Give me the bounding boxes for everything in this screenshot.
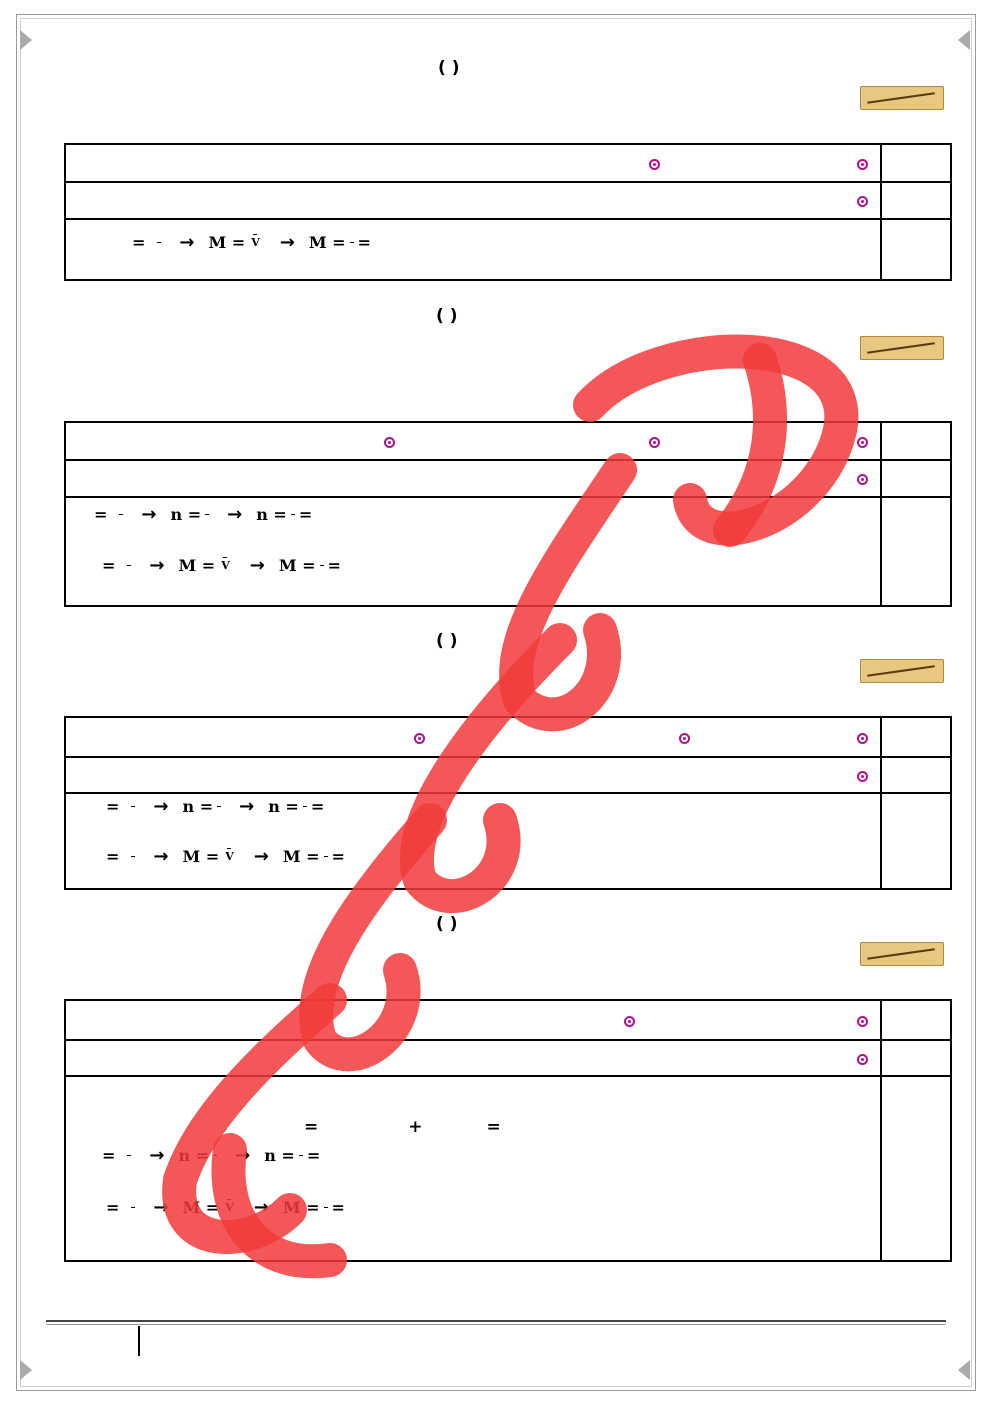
required-label bbox=[880, 1041, 950, 1075]
arrow-icon: → bbox=[249, 555, 265, 576]
word-fraction bbox=[131, 855, 135, 858]
corner-tr-decoration bbox=[958, 30, 970, 50]
given-item bbox=[644, 154, 660, 173]
givens-row bbox=[66, 145, 950, 183]
symbol-fraction bbox=[217, 805, 221, 808]
calc-label bbox=[880, 220, 950, 279]
bullet-icon bbox=[384, 437, 395, 448]
example-3-title: ( ) bbox=[436, 631, 458, 651]
arrow-icon: → bbox=[235, 1145, 251, 1166]
given-item bbox=[644, 432, 660, 451]
bullet-icon bbox=[857, 733, 868, 744]
molar-mass-values: = + = bbox=[304, 1117, 501, 1137]
calc-row bbox=[66, 1077, 950, 1260]
arrow-icon: → bbox=[239, 796, 255, 817]
given-item bbox=[852, 154, 868, 173]
bullet-icon bbox=[857, 474, 868, 485]
given-item bbox=[379, 432, 395, 451]
arrow-icon: → bbox=[149, 555, 165, 576]
givens-row bbox=[66, 423, 950, 461]
bullet-icon bbox=[679, 733, 690, 744]
calc-row bbox=[66, 498, 950, 605]
arrow-icon: → bbox=[253, 1197, 269, 1218]
value-fraction bbox=[291, 513, 295, 516]
value-fraction bbox=[324, 1206, 328, 1209]
symbol-fraction: V bbox=[249, 233, 262, 251]
example-4-table bbox=[64, 999, 952, 1262]
required-item bbox=[852, 191, 868, 210]
given-item bbox=[852, 1011, 868, 1030]
required-item bbox=[852, 766, 868, 785]
calc-label bbox=[880, 1077, 950, 1260]
calc-label bbox=[880, 498, 950, 605]
givens-label bbox=[880, 145, 950, 181]
bullet-icon bbox=[857, 771, 868, 782]
required-row bbox=[66, 183, 950, 220]
arrow-icon: → bbox=[153, 846, 169, 867]
bullet-icon bbox=[857, 1054, 868, 1065]
value-fraction bbox=[299, 1154, 303, 1157]
arrow-icon: → bbox=[153, 1197, 169, 1218]
symbol-fraction: V bbox=[223, 847, 236, 865]
word-fraction bbox=[119, 513, 123, 516]
givens-row bbox=[66, 718, 950, 758]
moles-equation: = → n = → n = = bbox=[102, 1145, 326, 1166]
page-number-divider bbox=[138, 1326, 140, 1356]
bullet-icon bbox=[414, 733, 425, 744]
given-item bbox=[619, 1011, 635, 1030]
corner-bl-decoration bbox=[20, 1360, 32, 1380]
required-row bbox=[66, 758, 950, 794]
calc-row bbox=[66, 794, 950, 888]
example-3-badge-icon bbox=[860, 659, 944, 683]
required-item bbox=[852, 1049, 868, 1068]
example-2-title: ( ) bbox=[436, 306, 458, 326]
value-fraction bbox=[303, 805, 307, 808]
givens-label bbox=[880, 423, 950, 459]
arrow-icon: → bbox=[153, 796, 169, 817]
example-1-badge-icon bbox=[860, 86, 944, 110]
value-fraction bbox=[324, 855, 328, 858]
molarity-equation: = → M = V → M = = bbox=[132, 232, 383, 253]
given-item bbox=[852, 432, 868, 451]
example-2-badge-icon bbox=[860, 336, 944, 360]
word-fraction bbox=[127, 564, 131, 567]
arrow-icon: → bbox=[149, 1145, 165, 1166]
value-fraction bbox=[320, 564, 324, 567]
molarity-equation: = → M = V → M = = bbox=[106, 1197, 351, 1218]
corner-br-decoration bbox=[958, 1360, 970, 1380]
calc-row bbox=[66, 220, 950, 279]
word-fraction bbox=[131, 805, 135, 808]
bullet-icon bbox=[857, 1016, 868, 1027]
givens-row bbox=[66, 1001, 950, 1041]
example-2-table bbox=[64, 421, 952, 607]
required-item bbox=[852, 469, 868, 488]
example-3-table bbox=[64, 716, 952, 890]
example-1-table bbox=[64, 143, 952, 281]
symbol-fraction: V bbox=[219, 556, 232, 574]
footer-line-thin bbox=[46, 1324, 946, 1325]
example-1-title: ( ) bbox=[438, 58, 460, 78]
given-item bbox=[409, 728, 425, 747]
givens-label bbox=[880, 718, 950, 756]
calc-label bbox=[880, 794, 950, 888]
example-4-badge-icon bbox=[860, 942, 944, 966]
word-fraction bbox=[127, 1154, 131, 1157]
molarity-equation: = → M = V → M = = bbox=[102, 555, 347, 576]
arrow-icon: → bbox=[179, 232, 195, 253]
required-row bbox=[66, 1041, 950, 1077]
moles-equation: = → n = → n = = bbox=[94, 504, 318, 525]
word-fraction bbox=[131, 1206, 135, 1209]
bullet-icon bbox=[649, 437, 660, 448]
symbol-fraction bbox=[205, 513, 209, 516]
corner-tl-decoration bbox=[20, 30, 32, 50]
bullet-icon bbox=[649, 159, 660, 170]
header-signature-strip bbox=[40, 22, 952, 56]
required-label bbox=[880, 461, 950, 496]
arrow-icon: → bbox=[253, 846, 269, 867]
given-item bbox=[852, 728, 868, 747]
word-fraction bbox=[157, 241, 161, 244]
arrow-icon: → bbox=[141, 504, 157, 525]
moles-equation: = → n = → n = = bbox=[106, 796, 330, 817]
value-fraction bbox=[350, 241, 354, 244]
footer-line bbox=[46, 1320, 946, 1322]
side-signature-strip bbox=[24, 66, 56, 1306]
bullet-icon bbox=[857, 437, 868, 448]
required-label bbox=[880, 758, 950, 792]
bullet-icon bbox=[624, 1016, 635, 1027]
required-row bbox=[66, 461, 950, 498]
given-item bbox=[674, 728, 690, 747]
example-4-title: ( ) bbox=[436, 914, 458, 934]
bullet-icon bbox=[857, 196, 868, 207]
bullet-icon bbox=[857, 159, 868, 170]
molarity-equation: = → M = V → M = = bbox=[106, 846, 351, 867]
arrow-icon: → bbox=[279, 232, 295, 253]
required-label bbox=[880, 183, 950, 218]
symbol-fraction bbox=[213, 1154, 217, 1157]
givens-label bbox=[880, 1001, 950, 1039]
arrow-icon: → bbox=[227, 504, 243, 525]
symbol-fraction: V bbox=[223, 1198, 236, 1216]
